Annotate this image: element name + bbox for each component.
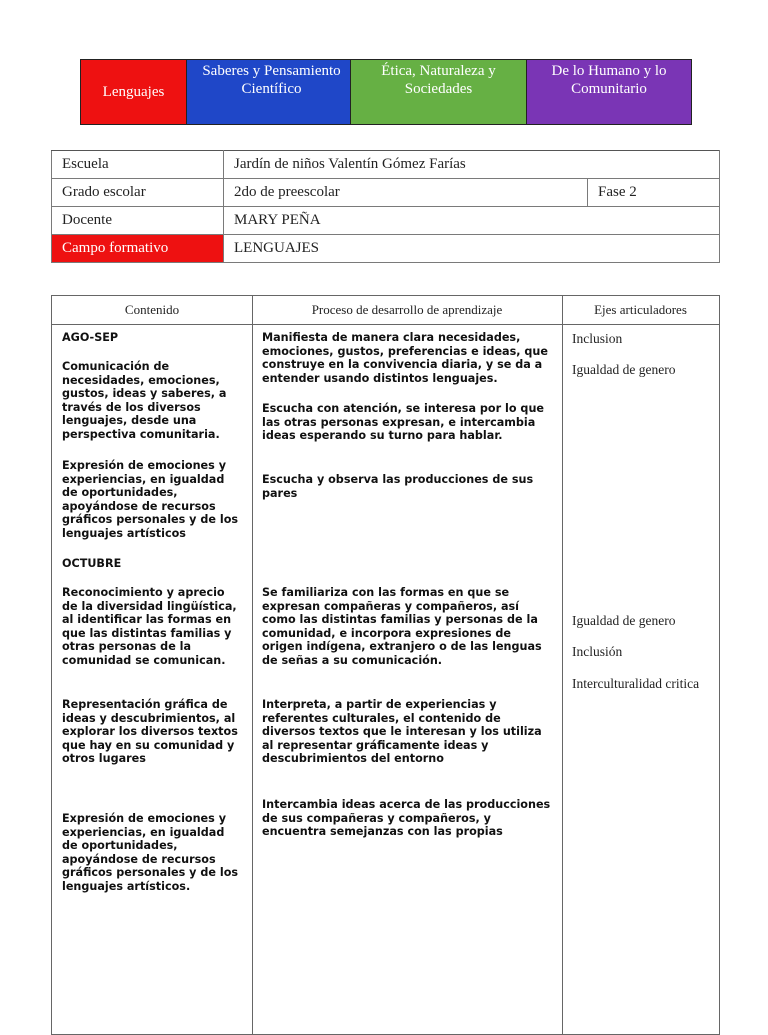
campo-formativo-value: LENGUAJES — [224, 235, 720, 263]
proceso-item: Escucha y observa las producciones de sus pares — [262, 473, 534, 500]
row-docente — [52, 207, 720, 235]
periodo-octubre: OCTUBRE — [62, 557, 122, 570]
header-divider — [52, 324, 719, 325]
proceso-item: Intercambia ideas acerca de las producciones de sus compañeras y compañeros, y encuentra semejanzas con las propias — [262, 798, 551, 839]
eje-item: Igualdad de genero — [572, 362, 676, 377]
row-escuela — [52, 151, 720, 179]
header-ejes: Ejes articuladores — [594, 302, 687, 317]
planning-table — [51, 295, 720, 1035]
grado-value: 2do de preescolar — [224, 179, 588, 207]
eje-item: Interculturalidad critica — [572, 676, 700, 691]
campo-lenguajes: Lenguajes — [81, 60, 187, 124]
contenido-item: Representación gráfica de ideas y descubrimientos, al explorar los diversos textos que hay en su comunidad y otros lugares — [62, 698, 238, 766]
campos-formativos-bar — [80, 59, 692, 125]
campo-formativo-label: Campo formativo — [52, 235, 224, 263]
grado-label: Grado escolar — [52, 179, 224, 207]
campo-saberes: Saberes y Pensamiento Científico — [187, 60, 351, 124]
proceso-item: Escucha con atención, se interesa por lo que las otras personas expresan, e intercambia ideas esperando su turno para hablar. — [262, 402, 544, 443]
column-divider — [252, 296, 253, 1034]
periodo-ago-sep: AGO-SEP — [62, 331, 119, 344]
eje-item: Igualdad de genero — [572, 613, 676, 628]
proceso-item: Interpreta, a partir de experiencias y referentes culturales, el contenido de diversos textos que le interesan y los utiliza al representar gráficamente ideas y descubrimientos del entorno — [262, 698, 542, 766]
escuela-value: Jardín de niños Valentín Gómez Farías — [224, 151, 720, 179]
eje-item: Inclusión — [572, 644, 623, 659]
column-divider — [562, 296, 563, 1034]
header-proceso: Proceso de desarrollo de aprendizaje — [311, 302, 503, 317]
docente-value: MARY PEÑA — [224, 207, 720, 235]
docente-label: Docente — [52, 207, 224, 235]
escuela-label: Escuela — [52, 151, 224, 179]
fase-value: Fase 2 — [588, 179, 720, 207]
proceso-item: Se familiariza con las formas en que se expresan compañeras y compañeros, así como las distintas familias y personas de la comunidad, e incorpora expresiones de origen indígena, extranjero o de las lenguas de señas a su comunicación. — [262, 586, 542, 667]
contenido-item: Expresión de emociones y experiencias, en igualdad de oportunidades, apoyándose de recursos gráficos personales y de los lenguajes artísticos — [62, 459, 239, 540]
campo-etica: Ética, Naturaleza y Sociedades — [351, 60, 527, 124]
contenido-item: Comunicación de necesidades, emociones, gustos, ideas y saberes, a través de los diversos lenguajes, desde una perspectiva comunitaria. — [62, 360, 227, 441]
contenido-item: Expresión de emociones y experiencias, en igualdad de oportunidades, apoyándose de recursos gráficos personales y de los lenguajes artísticos. — [62, 812, 239, 893]
header-contenido: Contenido — [124, 302, 180, 317]
campo-humano: De lo Humano y lo Comunitario — [527, 60, 691, 124]
contenido-item: Reconocimiento y aprecio de la diversidad lingüística, al identificar las formas en que las distintas familias y otras personas de la comunidad se comunican. — [62, 586, 237, 667]
proceso-item: Manifiesta de manera clara necesidades, emociones, gustos, preferencias e ideas, que construye en la convivencia diaria, y se da a entender usando distintos lenguajes. — [262, 331, 548, 385]
info-table — [51, 150, 720, 263]
row-campo — [52, 235, 720, 263]
row-grado — [52, 179, 720, 207]
eje-item: Inclusion — [572, 331, 623, 346]
